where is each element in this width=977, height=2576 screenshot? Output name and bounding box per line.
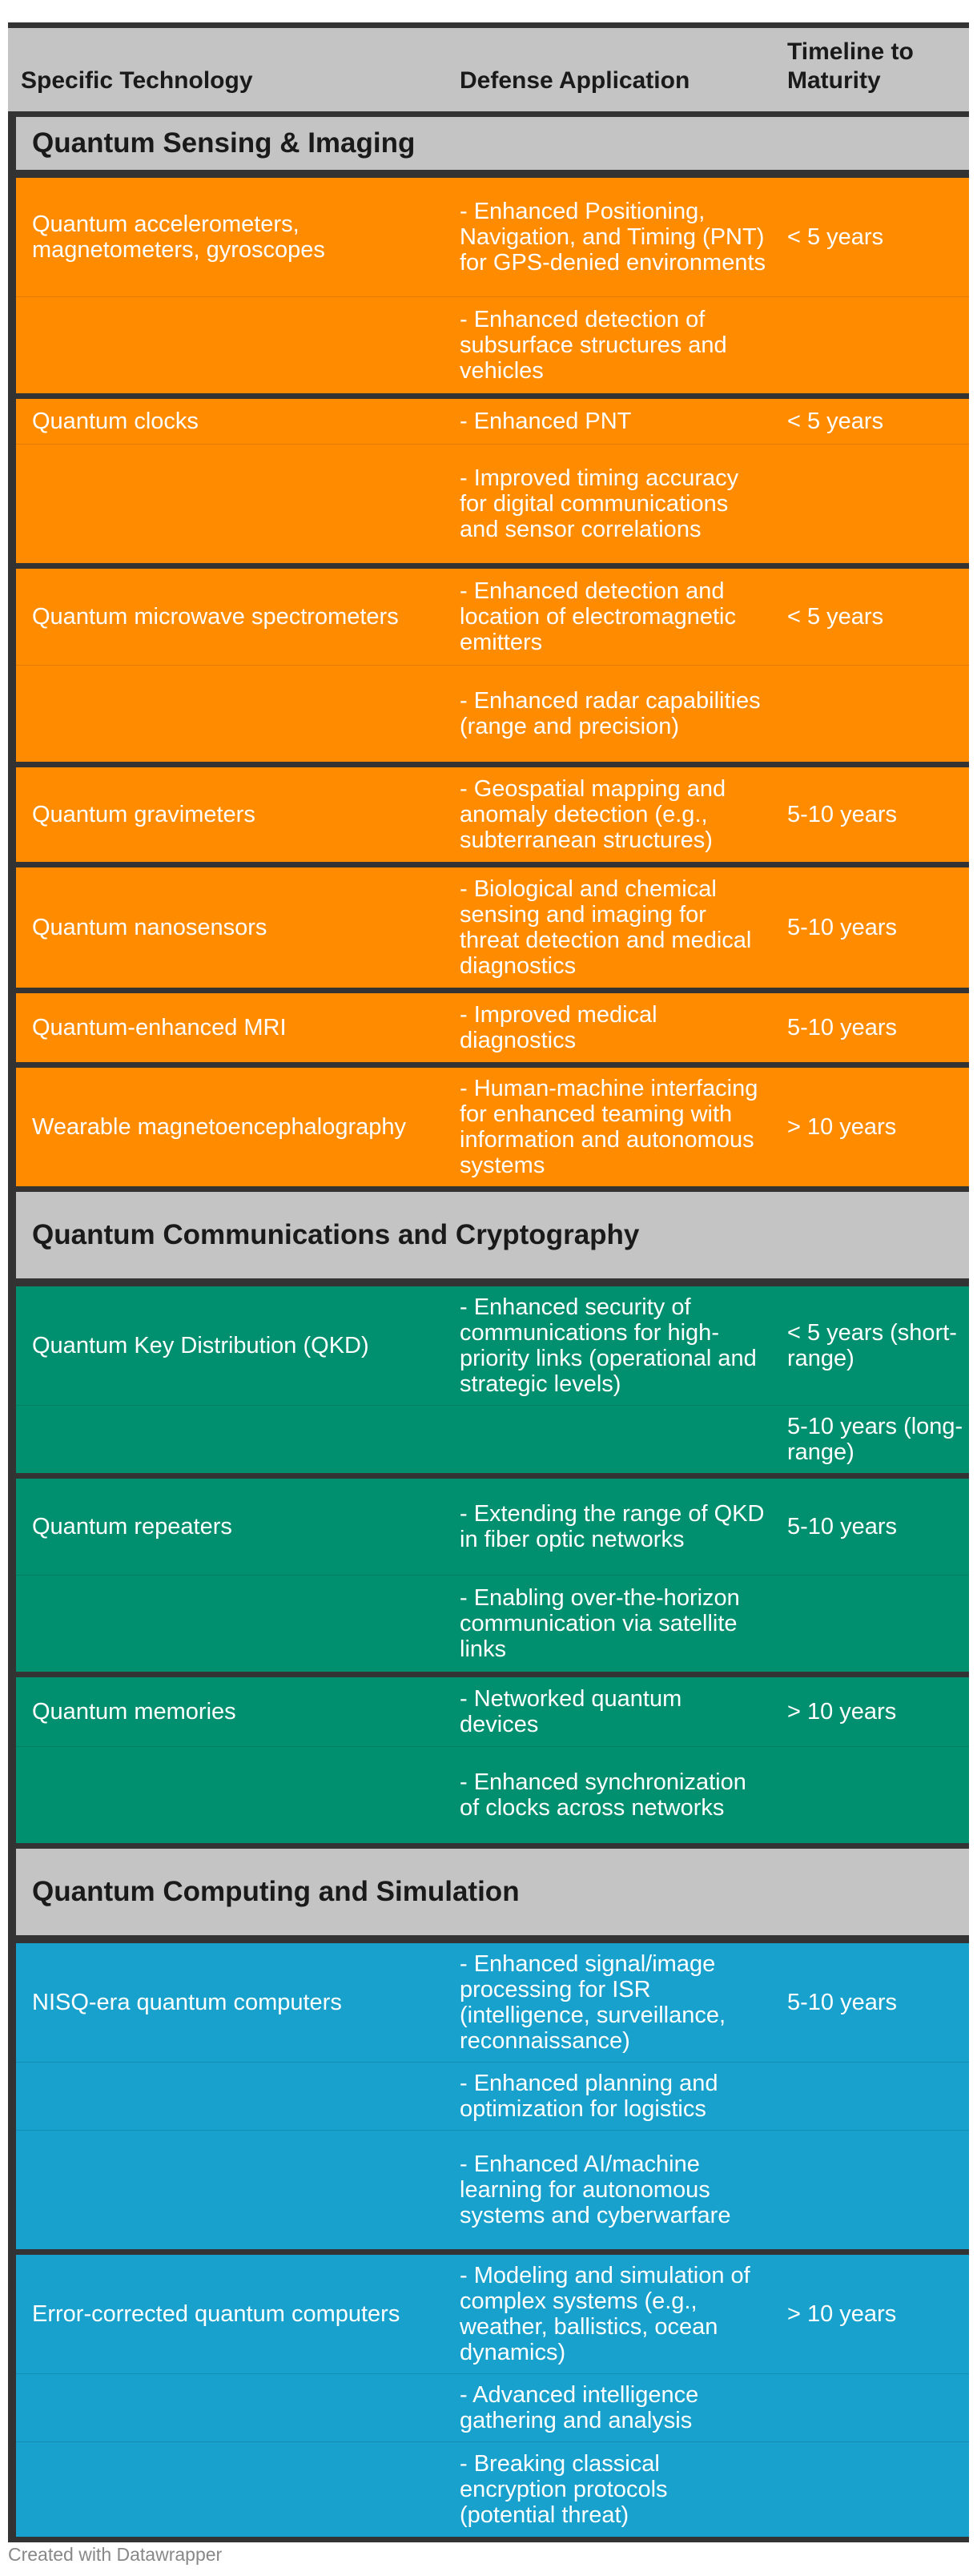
group-rule <box>8 1843 969 1849</box>
header-defense-application[interactable]: Defense Application <box>460 67 690 94</box>
table-row <box>16 867 969 988</box>
technology-group <box>8 993 969 1062</box>
section-title: Quantum Sensing & Imaging <box>8 117 969 170</box>
technology-cell: Quantum clocks <box>32 409 199 434</box>
timeline-cell: 5-10 years <box>787 1514 898 1540</box>
application-cell: - Enhanced detection and location of electromagnetic emitters <box>460 578 736 655</box>
table-row <box>16 1068 969 1186</box>
technology-cell: Quantum Key Distribution (QKD) <box>32 1333 369 1358</box>
timeline-cell: > 10 years <box>787 1114 897 1140</box>
technology-group <box>8 1068 969 1186</box>
technology-cell: NISQ-era quantum computers <box>32 1990 342 2015</box>
top-rule <box>8 22 969 28</box>
application-cell: - Enhanced planning and optimization for logistics <box>460 2071 718 2122</box>
application-cell: - Enhanced Positioning, Navigation, and Timing (PNT) for GPS-denied environments <box>460 199 766 276</box>
application-cell: - Networked quantum devices <box>460 1686 682 1737</box>
application-cell: - Enhanced AI/machine learning for autonomous systems and cyberwarfare <box>460 2151 731 2228</box>
table-row <box>16 1746 969 1843</box>
timeline-cell: 5-10 years <box>787 1015 898 1040</box>
application-cell: - Modeling and simulation of complex systems (e.g., weather, ballistics, ocean dynamics) <box>460 2263 750 2365</box>
technology-cell: Quantum gravimeters <box>32 802 255 827</box>
technology-cell: Quantum nanosensors <box>32 915 267 940</box>
technology-cell: Wearable magnetoencephalography <box>32 1114 407 1140</box>
header-timeline[interactable]: Timeline to Maturity <box>787 38 914 94</box>
table-row <box>16 767 969 862</box>
table-row <box>16 399 969 444</box>
technology-group <box>8 2255 969 2537</box>
timeline-cell: < 5 years <box>787 604 884 630</box>
timeline-cell: 5-10 years (long-range) <box>787 1414 963 1465</box>
technology-cell: Quantum memories <box>32 1699 236 1725</box>
technology-group <box>8 1943 969 2249</box>
header-specific-technology[interactable]: Specific Technology <box>21 67 253 94</box>
technology-cell: Quantum-enhanced MRI <box>32 1015 287 1040</box>
table-row <box>16 1405 969 1473</box>
timeline-cell: < 5 years <box>787 409 884 434</box>
table-row <box>16 665 969 762</box>
timeline-cell: < 5 years <box>787 224 884 250</box>
technology-table <box>8 22 969 2542</box>
table-row <box>16 993 969 1062</box>
timeline-cell: > 10 years <box>787 2301 897 2327</box>
section-title: Quantum Computing and Simulation <box>8 1849 969 1935</box>
table-row <box>16 1943 969 2062</box>
timeline-cell: 5-10 years <box>787 915 898 940</box>
table-body <box>8 117 969 2542</box>
application-cell: - Breaking classical encryption protocols (potential threat) <box>460 2451 668 2528</box>
technology-cell: Error-corrected quantum computers <box>32 2301 400 2327</box>
technology-group <box>8 867 969 988</box>
table-row <box>16 1479 969 1575</box>
table-row <box>16 1677 969 1746</box>
table-row <box>16 1286 969 1405</box>
technology-group <box>8 1677 969 1843</box>
application-cell: - Enhanced PNT <box>460 409 632 434</box>
technology-group <box>8 767 969 862</box>
group-rule <box>8 1672 969 1677</box>
section-rule <box>8 170 969 178</box>
section-rule <box>8 1935 969 1943</box>
technology-cell: Quantum accelerometers, magnetometers, gyroscopes <box>32 211 325 263</box>
technology-group <box>8 1479 969 1672</box>
table-row <box>16 569 969 665</box>
section-rule <box>8 1278 969 1286</box>
group-rule <box>8 2249 969 2255</box>
datawrapper-credit[interactable]: Created with Datawrapper <box>8 2544 223 2565</box>
table-row <box>16 2373 969 2441</box>
application-cell: - Improved medical diagnostics <box>460 1002 657 1053</box>
application-cell: - Enhanced signal/image processing for ISR (intelligence, surveillance, reconnaissance) <box>460 1951 726 2054</box>
group-rule <box>8 1473 969 1479</box>
table-row <box>16 2130 969 2249</box>
table-row <box>16 2062 969 2130</box>
technology-group <box>8 178 969 393</box>
timeline-cell: 5-10 years <box>787 802 898 827</box>
timeline-cell: 5-10 years <box>787 1990 898 2015</box>
technology-group <box>8 569 969 762</box>
technology-cell: Quantum microwave spectrometers <box>32 604 399 630</box>
application-cell: - Human-machine interfacing for enhanced teaming with information and autonomous systems <box>460 1076 758 1178</box>
application-cell: - Enhanced security of communications for high-priority links (operational and strategic levels) <box>460 1294 757 1397</box>
table-header <box>8 28 969 117</box>
group-rule <box>8 762 969 767</box>
table-row <box>16 178 969 296</box>
group-rule <box>8 2537 969 2542</box>
group-rule <box>8 862 969 867</box>
group-rule <box>8 1062 969 1068</box>
timeline-cell: > 10 years <box>787 1699 897 1725</box>
application-cell: - Enhanced detection of subsurface structures and vehicles <box>460 307 727 384</box>
technology-group <box>8 1286 969 1473</box>
table-row <box>16 2255 969 2373</box>
application-cell: - Improved timing accuracy for digital communications and sensor correlations <box>460 465 739 542</box>
technology-group <box>8 399 969 563</box>
application-cell: - Enabling over-the-horizon communication via satellite links <box>460 1585 740 1662</box>
timeline-cell: < 5 years (short-range) <box>787 1320 957 1371</box>
application-cell: - Enhanced radar capabilities (range and precision) <box>460 688 761 739</box>
application-cell: - Extending the range of QKD in fiber optic networks <box>460 1501 765 1552</box>
table-row <box>16 2441 969 2537</box>
table-row <box>16 444 969 563</box>
table-row <box>16 296 969 393</box>
group-rule <box>8 988 969 993</box>
group-rule <box>8 393 969 399</box>
application-cell: - Enhanced synchronization of clocks across networks <box>460 1769 746 1821</box>
application-cell: - Biological and chemical sensing and imaging for threat detection and medical diagnostics <box>460 876 752 979</box>
section-title: Quantum Communications and Cryptography <box>8 1192 969 1278</box>
group-rule <box>8 563 969 569</box>
application-cell: - Geospatial mapping and anomaly detection (e.g., subterranean structures) <box>460 776 726 853</box>
technology-cell: Quantum repeaters <box>32 1514 232 1540</box>
table-row <box>16 1575 969 1672</box>
application-cell: - Advanced intelligence gathering and analysis <box>460 2382 699 2433</box>
group-rule <box>8 1186 969 1192</box>
